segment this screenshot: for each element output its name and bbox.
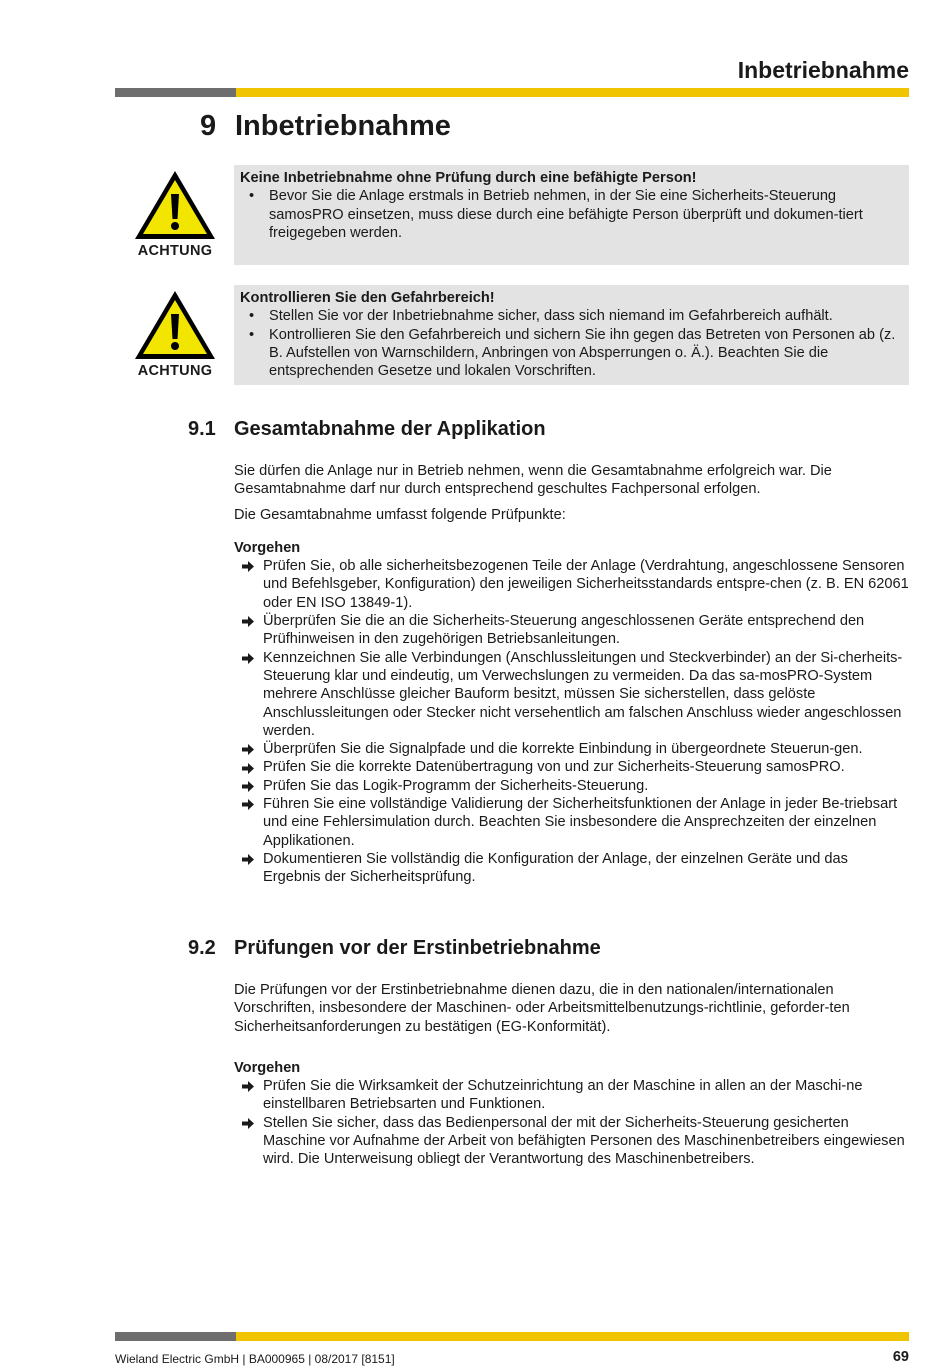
arrow-right-icon	[242, 612, 254, 630]
chapter-title	[200, 109, 451, 143]
section-9-2-body	[234, 981, 909, 1169]
warning-triangle-icon	[133, 169, 217, 241]
procedure-step-text: Dokumentieren Sie vollständig die Konfiguration der Anlage, der einzelnen Geräte und das Ergebnis der Sicherheitsprüfung.	[263, 850, 848, 886]
procedure-step	[234, 777, 909, 795]
section-heading-9-1	[188, 417, 546, 441]
procedure-step	[234, 758, 909, 776]
warning-title: Keine Inbetriebnahme ohne Prüfung durch eine befähigte Person!	[240, 170, 697, 186]
procedure-step-text: Überprüfen Sie die an die Sicherheits-Steuerung angeschlossenen Geräte entsprechend den Prüfhinweisen in den zugehörigen Betriebsanleitungen.	[263, 613, 865, 648]
paragraph: Die Prüfungen vor der Erstinbetriebnahme dienen dazu, die in den nationalen/internationalen Vorschriften, insbesondere der Maschinen- oder Arbeitsmittelbenutzungs-richtlinie, geforder-ten Sicherheitsanforderungen zu bestätigen (EG-Konformität).	[234, 982, 850, 1035]
warning-title: Kontrollieren Sie den Gefahrbereich!	[240, 290, 495, 306]
warning-block-2-icon	[133, 289, 217, 380]
arrow-right-icon	[242, 777, 254, 795]
section-title: Gesamtabnahme der Applikation	[234, 418, 546, 440]
procedure-step	[234, 850, 909, 887]
procedure-step-text: Prüfen Sie das Logik-Programm der Sicherheits-Steuerung.	[263, 777, 649, 794]
footer-text: Wieland Electric GmbH | BA000965 | 08/2017 [8151]	[115, 1352, 395, 1366]
arrow-right-icon	[242, 740, 254, 758]
procedure-step	[234, 649, 909, 740]
arrow-right-icon	[242, 557, 254, 575]
procedure-step	[234, 795, 909, 850]
procedure-step-text: Kennzeichnen Sie alle Verbindungen (Anschlussleitungen und Steckverbinder) an der Si-cherheits-Steuerung klar und eindeutig, um Verwechslungen zu vermeiden. Da das sa-mosPRO-System mehrere Anschlüsse gleicher Bauform besitzt, müssen Sie sicherstellen, dass gelöste Anschlussleitungen oder Stecker nicht versehentlich am falschen Anschluss wieder angeschlossen werden.	[263, 649, 903, 739]
footer-bar	[115, 1332, 909, 1341]
header-title: Inbetriebnahme	[737, 57, 909, 83]
procedure-steps	[234, 557, 909, 886]
procedure-step-text: Prüfen Sie, ob alle sicherheitsbezogenen Teile der Anlage (Verdrahtung, angeschlossene Sensoren und Befehlsgeber, Konfiguration) den jeweiligen Sicherheitsstandards entspre-chen (z. B. EN 62061 oder EN ISO 13849-1).	[263, 558, 909, 611]
warning-label: ACHTUNG	[137, 363, 213, 379]
procedure-step	[234, 1114, 909, 1169]
procedure-title: Vorgehen	[234, 539, 301, 556]
warning-item: • Bevor Sie die Anlage erstmals in Betrieb nehmen, in der Sie eine Sicherheits-Steuerung samosPRO einsetzen, muss diese durch eine befähigte Person überprüft und dokumen-tiert freigegeben werden.	[240, 187, 903, 242]
procedure-title: Vorgehen	[234, 1059, 301, 1076]
procedure-step-text: Stellen Sie sicher, dass das Bedienpersonal der mit der Sicherheits-Steuerung gesicherten Maschine vor Aufnahme der Arbeit von befähigten Personen des Maschinenbetreibers eingewiesen wird. Die Unterweisung obliegt der Verantwortung des Maschinenbetreibers.	[263, 1114, 905, 1168]
warning-label: ACHTUNG	[137, 243, 213, 259]
procedure-step-text: Führen Sie eine vollständige Validierung der Sicherheitsfunktionen der Anlage in jeder Be-triebsart und eine Fehlersimulation durch. Beachten Sie insbesondere die Ansprechzeiten der einzelnen Applikationen.	[263, 796, 898, 849]
header-bar	[115, 88, 909, 97]
procedure-steps	[234, 1077, 909, 1168]
chapter-number: 9	[200, 110, 217, 142]
warning-box-1	[234, 165, 909, 265]
procedure-step-text: Prüfen Sie die korrekte Datenübertragung von und zur Sicherheits-Steuerung samosPRO.	[263, 759, 845, 776]
arrow-right-icon	[242, 758, 254, 776]
section-9-1-body	[234, 462, 909, 887]
chapter-heading: Inbetriebnahme	[235, 110, 451, 142]
warning-block-1-icon	[133, 169, 217, 260]
arrow-right-icon	[242, 649, 254, 667]
warning-triangle-icon	[133, 289, 217, 361]
paragraph: Die Gesamtabnahme umfasst folgende Prüfpunkte:	[234, 506, 566, 523]
procedure-step	[234, 612, 909, 649]
section-heading-9-2	[188, 936, 601, 960]
section-number: 9.2	[188, 937, 216, 959]
procedure-step	[234, 1077, 909, 1114]
warning-item: • Kontrollieren Sie den Gefahrbereich und sichern Sie ihn gegen das Betreten von Personen ab (z. B. Aufstellen von Warnschildern, Anbringen von Absperrungen o. Ä.). Beachten Sie die entsprechenden Gesetze und lokalen Vorschriften.	[240, 326, 903, 381]
procedure-step	[234, 557, 909, 612]
procedure-step	[234, 740, 909, 758]
section-title: Prüfungen vor der Erstinbetriebnahme	[234, 937, 601, 959]
warning-item: • Stellen Sie vor der Inbetriebnahme sicher, dass sich niemand im Gefahrbereich aufhält.	[240, 307, 903, 325]
warning-box-2	[234, 285, 909, 385]
procedure-step-text: Prüfen Sie die Wirksamkeit der Schutzeinrichtung an der Maschine in allen an der Maschi-ne einstellbaren Betriebsarten und Funktionen.	[263, 1078, 863, 1113]
procedure-step-text: Überprüfen Sie die Signalpfade und die korrekte Einbindung in übergeordnete Steuerun-gen.	[263, 741, 863, 758]
section-number: 9.1	[188, 418, 216, 440]
paragraph: Sie dürfen die Anlage nur in Betrieb nehmen, wenn die Gesamtabnahme erfolgreich war. Die Gesamtabnahme darf nur durch entsprechend geschultes Fachpersonal erfolgen.	[234, 463, 832, 498]
arrow-right-icon	[242, 1114, 254, 1132]
arrow-right-icon	[242, 795, 254, 813]
arrow-right-icon	[242, 850, 254, 868]
arrow-right-icon	[242, 1077, 254, 1095]
page-number: 69	[892, 1349, 909, 1365]
